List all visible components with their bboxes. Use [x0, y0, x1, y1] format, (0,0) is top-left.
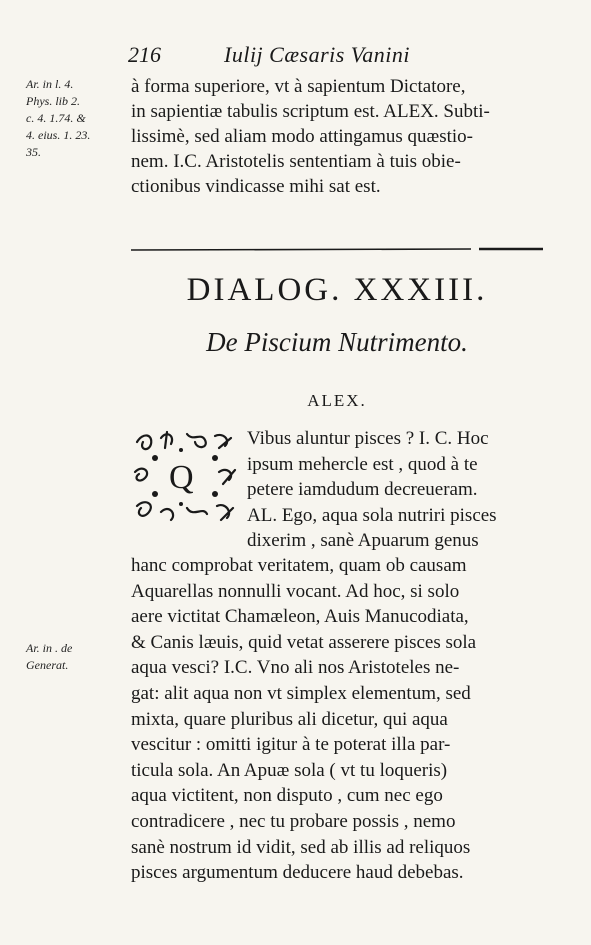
text-line: AL. Ego, aqua sola nutriri pisces [247, 504, 497, 526]
text-line: ipsum mehercle est , quod à te [247, 453, 478, 475]
text-line: Aquarellas nonnulli vocant. Ad hoc, si solo [131, 580, 460, 602]
dialog-title: DIALOG. XXXIII. [186, 272, 488, 308]
margin-note-line: 35. [26, 145, 41, 159]
drop-cap-paragraph [247, 426, 543, 554]
text-line: aqua victitent, non disputo , cum nec ego [131, 785, 443, 807]
text-line: mixta, quare pluribus ali dicetur, qui aqua [131, 708, 448, 730]
text-line: & Canis læuis, quid vetat asserere pisces sola [131, 631, 477, 653]
margin-note-line: c. 4. 1.74. & [26, 111, 86, 125]
text-line: ctionibus vindicasse mihi sat est. [131, 176, 381, 197]
text-line: contradicere , nec tu probare possis , nemo [131, 810, 456, 832]
body-paragraph [131, 553, 543, 886]
text-line: aere victitat Chamæleon, Auis Manucodiata, [131, 606, 469, 628]
text-line: vescitur : omitti igitur à te poterat illa par- [131, 734, 451, 756]
dialog-subtitle: De Piscium Nutrimento. [206, 327, 468, 357]
text-line: in sapientiæ tabulis scriptum est. ALEX. Subti- [131, 101, 490, 122]
margin-note-line: Ar. in . de [26, 641, 73, 655]
margin-note-line: Phys. lib 2. [26, 94, 80, 108]
drop-cap-letter: Q [169, 459, 194, 496]
text-line: pisces argumentum deducere haud debebas. [131, 862, 464, 884]
margin-note-line: 4. eius. 1. 23. [26, 128, 91, 142]
text-line: gat: alit aqua non vt simplex elementum, sed [131, 682, 471, 704]
running-title: Iulij Cæsaris Vanini [224, 42, 411, 67]
text-line: ticula sola. An Apuæ sola ( vt tu loqueris) [131, 759, 448, 781]
text-line: aqua vesci? I.C. Vno ali nos Aristoteles ne- [131, 657, 460, 679]
page-number: 216 [128, 42, 161, 67]
text-line: dixerim , sanè Apuarum genus [247, 530, 479, 551]
margin-note-bottom [26, 640, 122, 674]
text-line: sanè nostrum id vidit, sed ab illis ad reliquos [131, 836, 471, 858]
text-line: lissimè, sed aliam modo attingamus quæstio- [131, 126, 473, 147]
text-line: hanc comprobat veritatem, quam ob causam [131, 555, 467, 576]
section-divider [131, 245, 543, 255]
text-line: Vibus aluntur pisces ? I. C. Hoc [247, 428, 489, 449]
margin-note-line: Ar. in l. 4. [26, 77, 74, 91]
page-header [128, 40, 548, 70]
speaker-label: ALEX. [307, 391, 367, 410]
margin-note-line: Generat. [26, 658, 69, 672]
margin-note-top [26, 76, 122, 161]
ornamental-drop-cap [131, 428, 239, 528]
text-line: à forma superiore, vt à sapientum Dictatore, [131, 76, 466, 97]
text-line: nem. I.C. Aristotelis sententiam à tuis obie- [131, 151, 461, 172]
text-line: petere iamdudum decreueram. [247, 479, 478, 500]
top-paragraph [131, 74, 543, 199]
